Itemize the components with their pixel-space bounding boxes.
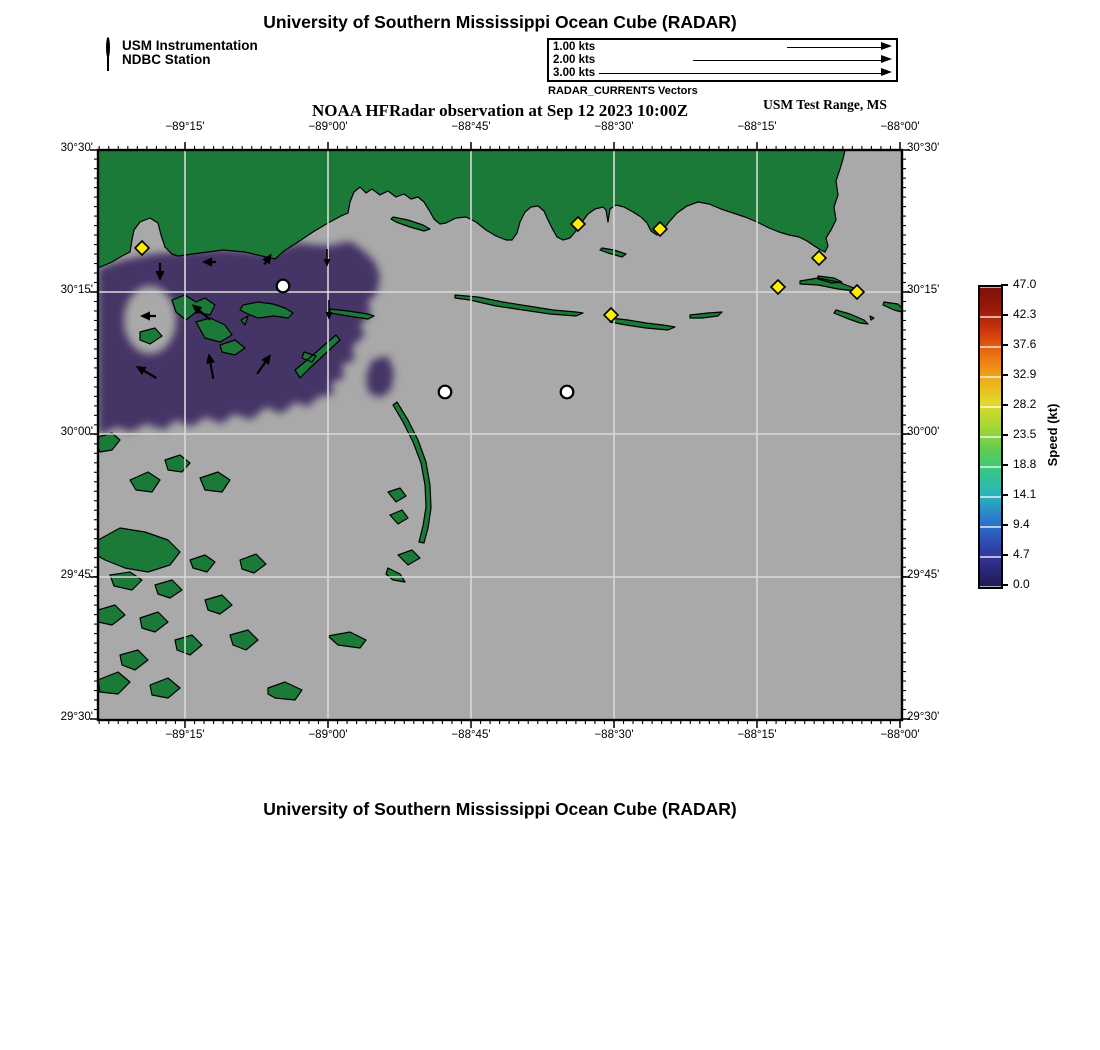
colorbar-tick: [1001, 464, 1008, 466]
colorbar-tick-label: 47.0: [1013, 277, 1037, 291]
colorbar-tick-label: 18.8: [1013, 457, 1037, 471]
colorbar-tick: [1001, 434, 1008, 436]
y-tick-label-left: 30°00': [60, 426, 93, 438]
colorbar-gridline: [980, 376, 1001, 377]
colorbar-tick: [1001, 584, 1008, 586]
vector-key-row: [553, 41, 892, 54]
vector-key-row: [553, 54, 892, 67]
colorbar-tick: [1001, 344, 1008, 346]
x-tick-label-top: −88°00': [880, 121, 920, 133]
figure-title-top: University of Southern Mississippi Ocean Cube (RADAR): [263, 12, 737, 32]
vector-key-caption: RADAR_CURRENTS Vectors: [548, 85, 698, 97]
y-tick-label-left: 29°45': [60, 569, 93, 581]
usm-instrument-marker: [439, 386, 452, 399]
legend-label-usm: USM Instrumentation: [122, 37, 258, 53]
test-range-label: USM Test Range, MS: [763, 97, 887, 112]
x-tick-label-top: −88°45': [451, 121, 491, 133]
colorbar-tick: [1001, 404, 1008, 406]
colorbar-tick-label: 4.7: [1013, 547, 1030, 561]
vector-key-label: 1.00 kts: [553, 41, 596, 53]
usm-instrument-icon: [106, 39, 119, 52]
observation-subtitle: NOAA HFRadar observation at Sep 12 2023 10:00Z: [311, 101, 689, 120]
colorbar-tick-label: 37.6: [1013, 337, 1037, 351]
ndbc-station-icon: [106, 53, 119, 66]
colorbar-tick: [1001, 494, 1008, 496]
colorbar-tick-label: 23.5: [1013, 427, 1037, 441]
y-tick-label-left: 29°30': [60, 711, 93, 723]
x-tick-label-bottom: −89°15': [165, 729, 205, 741]
colorbar-tick: [1001, 524, 1008, 526]
x-tick-label-bottom: −88°30': [594, 729, 634, 741]
usm-instrument-marker: [277, 280, 290, 293]
vector-key-label: 2.00 kts: [553, 54, 596, 66]
colorbar-tick-label: 42.3: [1013, 307, 1037, 321]
legend-row-usm: [106, 38, 258, 52]
vector-key-row: [553, 67, 892, 80]
colorbar-gridline: [980, 316, 1001, 317]
y-tick-label-left: 30°15': [60, 284, 93, 296]
colorbar-tick-label: 28.2: [1013, 397, 1037, 411]
map-svg: [86, 138, 914, 732]
vector-arrow-icon: [881, 42, 892, 50]
colorbar-gridline: [980, 346, 1001, 347]
colorbar-gridline: [980, 287, 1001, 288]
colorbar: [978, 285, 1003, 589]
legend-label-ndbc: NDBC Station: [122, 51, 211, 67]
colorbar-tick: [1001, 314, 1008, 316]
y-tick-label-right: 29°30': [907, 711, 940, 723]
legend-row-ndbc: [106, 52, 258, 66]
y-tick-label-left: 30°30': [60, 142, 93, 154]
x-tick-label-bottom: −88°45': [451, 729, 491, 741]
colorbar-tick-label: 0.0: [1013, 577, 1030, 591]
y-tick-label-right: 30°30': [907, 142, 940, 154]
x-tick-label-top: −89°15': [165, 121, 205, 133]
vector-key-label: 3.00 kts: [553, 67, 596, 79]
colorbar-title: Speed (kt): [1045, 403, 1060, 467]
colorbar-gridline: [980, 556, 1001, 557]
colorbar-gridline: [980, 496, 1001, 497]
colorbar-tick: [1001, 374, 1008, 376]
symbol-legend: [106, 38, 258, 66]
colorbar-tick: [1001, 554, 1008, 556]
colorbar-tick: [1001, 284, 1008, 286]
x-tick-label-top: −88°30': [594, 121, 634, 133]
colorbar-tick-label: 9.4: [1013, 517, 1030, 531]
figure-title-bottom: University of Southern Mississippi Ocean Cube (RADAR): [263, 799, 737, 819]
vector-arrow-icon: [881, 55, 892, 63]
x-tick-label-bottom: −88°00': [880, 729, 920, 741]
y-tick-label-right: 29°45': [907, 569, 940, 581]
x-tick-label-bottom: −89°00': [308, 729, 348, 741]
vector-arrow-icon: [881, 68, 892, 76]
x-tick-label-bottom: −88°15': [737, 729, 777, 741]
y-tick-label-right: 30°00': [907, 426, 940, 438]
vector-scale-key: [547, 38, 898, 82]
colorbar-gridline: [980, 526, 1001, 527]
y-tick-label-right: 30°15': [907, 284, 940, 296]
colorbar-gridline: [980, 436, 1001, 437]
usm-instrument-marker: [561, 386, 574, 399]
colorbar-gridline: [980, 466, 1001, 467]
colorbar-gridline: [980, 586, 1001, 587]
colorbar-tick-label: 14.1: [1013, 487, 1037, 501]
x-tick-label-top: −89°00': [308, 121, 348, 133]
colorbar-gridline: [980, 406, 1001, 407]
x-tick-label-top: −88°15': [737, 121, 777, 133]
colorbar-tick-label: 32.9: [1013, 367, 1037, 381]
